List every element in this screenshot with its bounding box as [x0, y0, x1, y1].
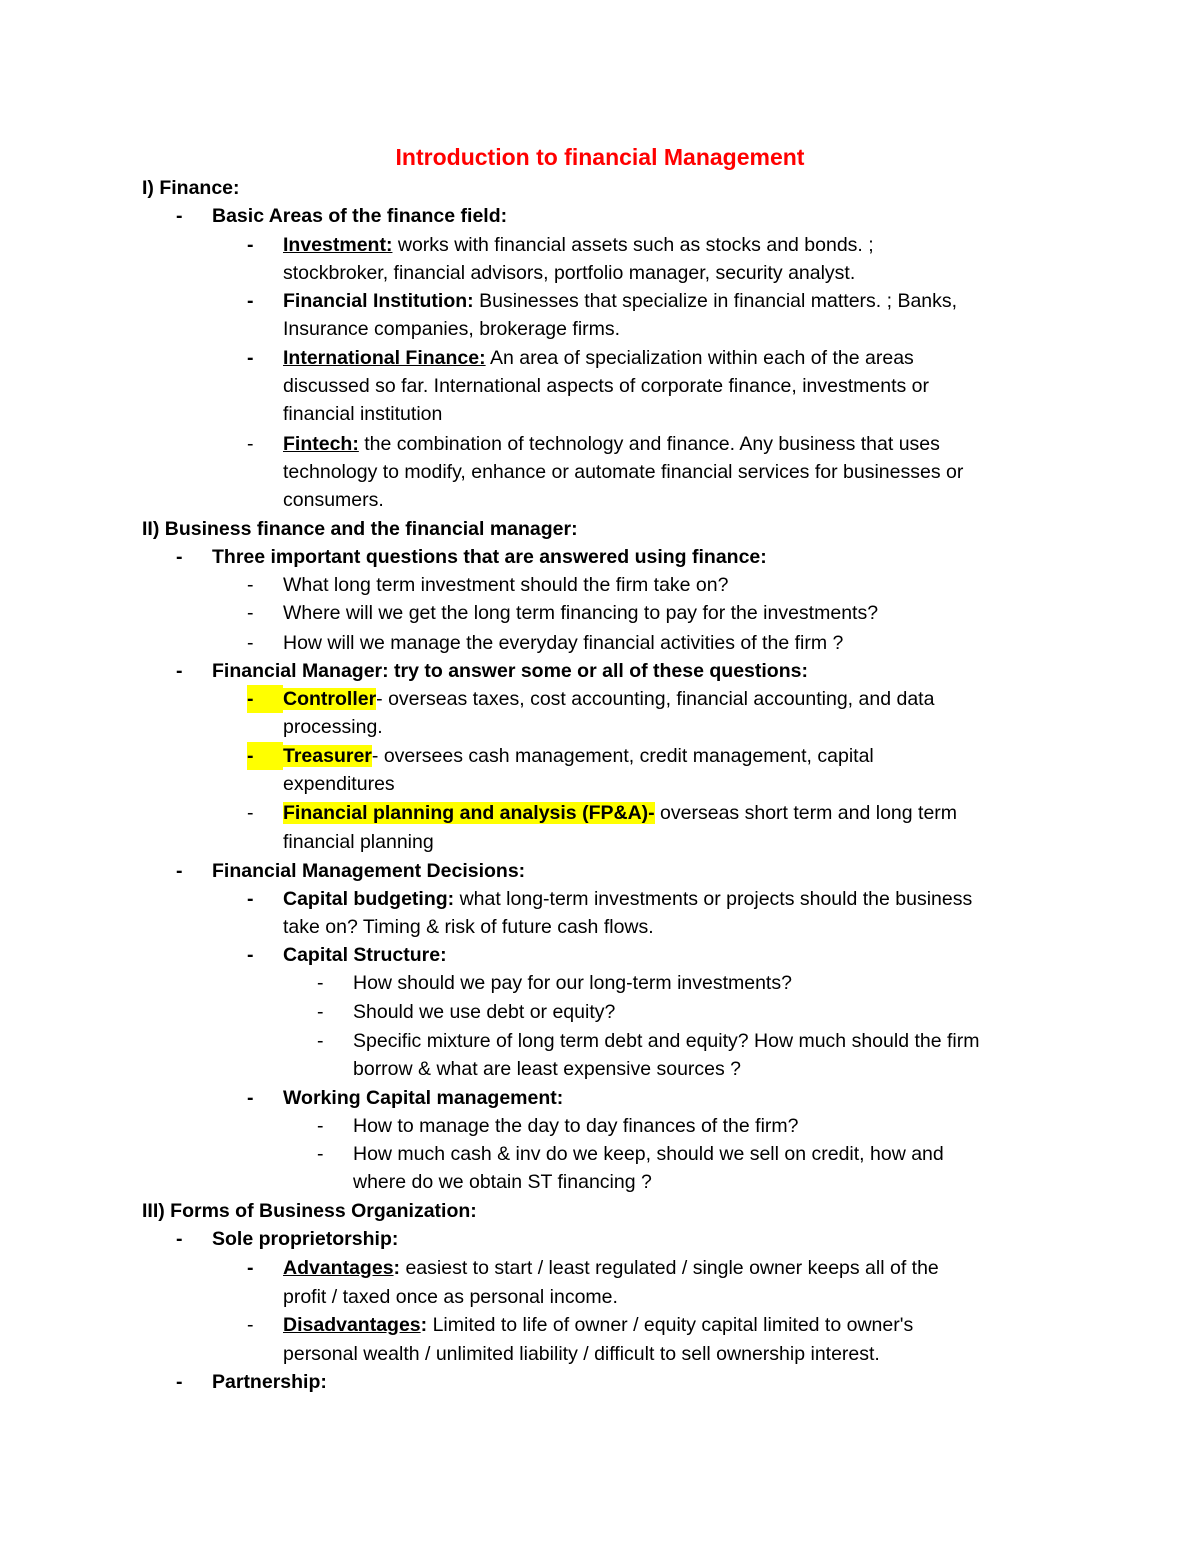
bullet-dash: - — [247, 888, 254, 910]
bullet-dash: - — [247, 602, 254, 624]
item-advantages — [283, 1254, 939, 1282]
item-controller — [283, 685, 934, 713]
term-investment: Investment: — [283, 234, 393, 256]
bullet-dash-highlighted — [247, 742, 283, 770]
question-item: Where will we get the long term financing to pay for the investments? — [283, 602, 879, 624]
structure-item: How should we pay for our long-term investments? — [353, 972, 792, 994]
bullet-dash: - — [247, 1314, 254, 1336]
subheading-decisions: Financial Management Decisions: — [212, 860, 526, 882]
item-fintech — [283, 430, 940, 458]
term-fpa: Financial planning and analysis (FP&A)- — [283, 802, 655, 824]
working-item: How to manage the day to day finances of the firm? — [353, 1115, 799, 1137]
term-colon: : — [420, 1314, 428, 1336]
bullet-dash: - — [247, 234, 254, 256]
bullet-dash: - — [317, 1115, 324, 1137]
subheading-three-questions: Three important questions that are answered using finance: — [212, 546, 767, 568]
item-text: easiest to start / least regulated / single owner keeps all of the — [400, 1257, 939, 1279]
item-fpa — [283, 799, 957, 827]
section-heading-business-finance: II) Business finance and the financial manager: — [142, 518, 578, 540]
subheading-partnership: Partnership: — [212, 1371, 327, 1393]
term-disadvantages: Disadvantages — [283, 1314, 421, 1336]
bullet-dash: - — [176, 205, 183, 227]
item-continuation: technology to modify, enhance or automate financial services for businesses or — [283, 461, 964, 483]
item-financial-institution — [283, 287, 957, 315]
item-text: An area of specialization within each of the areas — [485, 347, 914, 369]
bullet-dash: - — [247, 290, 254, 312]
structure-item: Specific mixture of long term debt and equity? How much should the firm — [353, 1030, 980, 1052]
term-capital-structure: Capital Structure: — [283, 944, 447, 966]
bullet-dash: - — [317, 1030, 324, 1052]
item-continuation: borrow & what are least expensive sources ? — [353, 1058, 742, 1080]
bullet-dash: - — [247, 1257, 254, 1279]
bullet-dash: - — [247, 433, 254, 455]
item-international-finance — [283, 344, 914, 372]
bullet-dash: - — [317, 1001, 324, 1023]
bullet-dash-highlighted — [247, 685, 283, 713]
section-heading-forms: III) Forms of Business Organization: — [142, 1200, 477, 1222]
item-text: overseas short term and long term — [654, 802, 958, 824]
structure-item: Should we use debt or equity? — [353, 1001, 616, 1023]
bullet-dash: - — [247, 802, 254, 824]
item-text: Limited to life of owner / equity capital limited to owner's — [427, 1314, 914, 1336]
bullet-dash: - — [247, 944, 254, 966]
subheading-basic-areas: Basic Areas of the finance field: — [212, 205, 508, 227]
question-item: How will we manage the everyday financial activities of the firm ? — [283, 632, 844, 654]
item-capital-budgeting — [283, 885, 972, 913]
item-continuation: processing. — [283, 716, 383, 738]
item-continuation: Insurance companies, brokerage firms. — [283, 318, 621, 340]
term-fintech: Fintech: — [283, 433, 359, 455]
item-investment — [283, 231, 874, 259]
item-continuation: stockbroker, financial advisors, portfolio manager, security analyst. — [283, 262, 856, 284]
item-treasurer — [283, 742, 874, 770]
term-advantages: Advantages — [283, 1257, 394, 1279]
bullet-dash: - — [247, 574, 254, 596]
bullet-dash: - — [247, 632, 254, 654]
term-international-finance: International Finance: — [283, 347, 486, 369]
bullet-dash: - — [176, 660, 183, 682]
bullet-dash: - — [317, 1143, 324, 1165]
bullet-dash: - — [176, 1371, 183, 1393]
item-continuation: financial institution — [283, 403, 443, 425]
highlight-dash: - — [247, 742, 283, 770]
bullet-dash: - — [317, 972, 324, 994]
section-heading-finance: I) Finance: — [142, 177, 240, 199]
item-continuation: discussed so far. International aspects of corporate finance, investments or — [283, 375, 930, 397]
item-continuation: personal wealth / unlimited liability / difficult to sell ownership interest. — [283, 1343, 880, 1365]
item-disadvantages — [283, 1311, 913, 1339]
item-continuation: consumers. — [283, 489, 384, 511]
item-continuation: profit / taxed once as personal income. — [283, 1286, 618, 1308]
term-colon: : — [393, 1257, 401, 1279]
bullet-dash: - — [247, 347, 254, 369]
item-text: works with financial assets such as stocks and bonds. ; — [392, 234, 874, 256]
item-text: - oversees cash management, credit management, capital — [371, 745, 874, 767]
bullet-dash: - — [176, 546, 183, 568]
item-continuation: where do we obtain ST financing ? — [353, 1171, 652, 1193]
item-text: the combination of technology and finance. Any business that uses — [358, 433, 940, 455]
bullet-dash: - — [247, 1087, 254, 1109]
term-treasurer: Treasurer — [283, 745, 372, 767]
page-title: Introduction to financial Management — [395, 144, 805, 170]
working-item: How much cash & inv do we keep, should we sell on credit, how and — [353, 1143, 944, 1165]
term-financial-institution: Financial Institution: — [283, 290, 474, 312]
item-text: - overseas taxes, cost accounting, financial accounting, and data — [376, 688, 935, 710]
bullet-dash: - — [176, 1228, 183, 1250]
term-working-capital: Working Capital management: — [283, 1087, 564, 1109]
term-controller: Controller — [283, 688, 377, 710]
item-continuation: financial planning — [283, 831, 434, 853]
subheading-sole-proprietorship: Sole proprietorship: — [212, 1228, 399, 1250]
highlight-dash: - — [247, 685, 283, 713]
item-continuation: take on? Timing & risk of future cash flows. — [283, 916, 654, 938]
bullet-dash: - — [176, 860, 183, 882]
item-text: what long-term investments or projects should the business — [454, 888, 973, 910]
item-continuation: expenditures — [283, 773, 395, 795]
item-text: Businesses that specialize in financial matters. ; Banks, — [473, 290, 958, 312]
question-item: What long term investment should the firm take on? — [283, 574, 729, 596]
term-capital-budgeting: Capital budgeting: — [283, 888, 455, 910]
subheading-financial-manager: Financial Manager: try to answer some or all of these questions: — [212, 660, 808, 682]
